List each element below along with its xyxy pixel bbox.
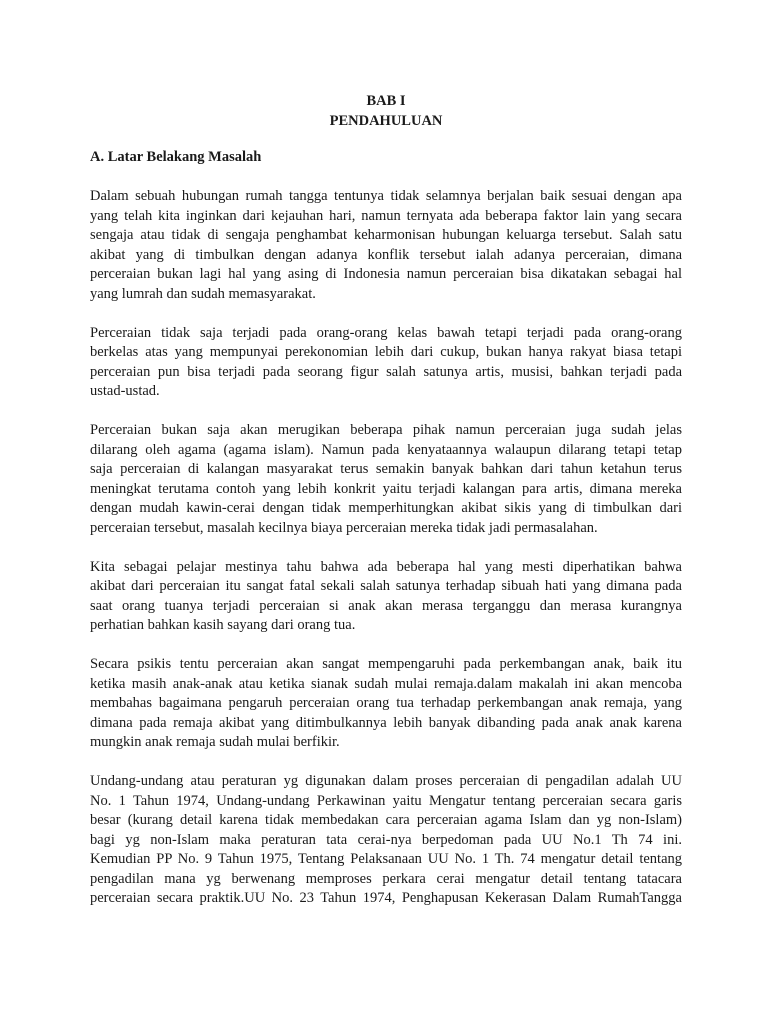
paragraph-line: mungkin anak remaja sudah mulai berfikir. — [90, 734, 340, 750]
paragraph — [90, 324, 682, 402]
section-heading: A. Latar Belakang Masalah — [90, 149, 262, 165]
paragraph-line: Dalam sebuah hubungan rumah tangga tentunya tidak selamnya berjalan baik sesuai dengan apa — [90, 188, 682, 204]
paragraph — [90, 421, 682, 538]
document-page — [90, 92, 682, 909]
paragraph — [90, 772, 682, 909]
paragraph-line: Kita sebagai pelajar mestinya tahu bahwa ada beberapa hal yang mesti diperhatikan bahwa — [90, 558, 682, 575]
paragraph — [90, 187, 682, 304]
paragraph-line: ustad-ustad. — [90, 383, 160, 399]
paragraph-line: Kemudian PP No. 9 Tahun 1975, Tentang Pelaksanaan UU No. 1 Th. 74 mengatur detail tentang — [90, 851, 682, 867]
paragraph-line: saat orang tuanya terjadi perceraian si anak akan merasa terganggu dan merasa kurangnya — [90, 597, 682, 614]
paragraph-line: dilarang oleh agama (agama islam). Namun pada kenyataannya walaupun dilarang tetapi tetap — [90, 441, 682, 458]
paragraph-line: perhatian bahkan kasih sayang dari orang tua. — [90, 617, 356, 633]
paragraph-line: berkelas atas yang mempunyai perekonomian lebih dari cukup, bukan hanya rakyat biasa tetapi — [90, 344, 682, 360]
paragraph-line: akibat dari perceraian itu sangat fatal sekali salah satunya terhadap sibuah hati yang dimana pada — [90, 578, 682, 594]
paragraph-line: No. 1 Tahun 1974, Undang-undang Perkawinan yaitu Mengatur tentang perceraian secara garis — [90, 792, 682, 809]
paragraph-line: Perceraian tidak saja terjadi pada orang-orang kelas bawah tetapi terjadi pada orang-orang — [90, 324, 682, 341]
paragraph-line: dengan mudah kawin-cerai dengan tidak memperhitungkan akibat sikis yang di timbulkan dari — [90, 500, 682, 516]
paragraph-line: yang lumrah dan sudah memasyarakat. — [90, 285, 316, 302]
paragraph-line: perceraian secara praktik.UU No. 23 Tahun 1974, Penghapusan Kekerasan Dalam RumahTangga — [90, 890, 682, 906]
paragraph-line: saja perceraian di kalangan masyarakat terus semakin banyak bahkan dari tahun ketahun terus — [90, 461, 682, 477]
paragraph-line: ketika masih anak-anak atau ketika sianak sudah mulai remaja.dalam makalah ini akan mencoba — [90, 675, 682, 692]
chapter-number: BAB I — [366, 93, 406, 109]
paragraph-line: meningkat terutama contoh yang lebih konkrit yaitu terjadi kalangan para artis, dimana mereka — [90, 480, 682, 497]
paragraph-line: akibat yang di timbulkan dengan adanya konflik tersebut ialah adanya perceraian, dimana — [90, 246, 682, 263]
chapter-title: PENDAHULUAN — [329, 112, 443, 129]
paragraph-line: Secara psikis tentu perceraian akan sangat mempengaruhi pada perkembangan anak, baik itu — [90, 656, 682, 672]
paragraph-line: perceraian tersebut, masalah kecilnya biaya perceraian mereka tidak jadi permasalahan. — [90, 519, 598, 536]
paragraph-line: bagi yg non-Islam maka peraturan tata cerai-nya berpedoman pada UU No.1 Th 74 ini. — [90, 831, 682, 848]
paragraph-line: Undang-undang atau peraturan yg digunakan dalam proses perceraian di pengadilan adalah UU — [90, 773, 682, 789]
paragraph-line: yang telah kita inginkan dari kejauhan hari, namun ternyata ada beberapa faktor lain yang secara — [90, 207, 682, 224]
paragraph-line: besar (kurang detail karena tidak membedakan cara perceraian agama Islam dan yg non-Islam) — [90, 812, 682, 828]
paragraph-line: dimana pada remaja akibat yang ditimbulkannya lebih banyak dibanding pada anak anak karena — [90, 714, 682, 731]
paragraph-line: Perceraian bukan saja akan merugikan beberapa pihak namun perceraian juga sudah jelas — [90, 422, 682, 438]
paragraph-line: sengaja atau tidak di sengaja penghambat keharmonisan hubungan keluarga tersebut. Salah satu — [90, 227, 682, 243]
paragraph-line: pengadilan mana yg berwenang memproses perkara cerai mengatur detail tentang tatacara — [90, 870, 682, 887]
paragraph — [90, 655, 682, 753]
paragraph-line: perceraian pun bisa terjadi pada seorang figur salah satunya artis, musisi, bahkan terjadi pada — [90, 363, 682, 380]
paragraph-line: membahas bagaimana pengaruh perceraian orang tua terhadap perkembangan anak remaja, yang — [90, 695, 682, 711]
paragraph-line: perceraian bukan lagi hal yang asing di Indonesia namun perceraian bisa dikatakan sebagai hal — [90, 266, 682, 282]
paragraph — [90, 558, 682, 636]
